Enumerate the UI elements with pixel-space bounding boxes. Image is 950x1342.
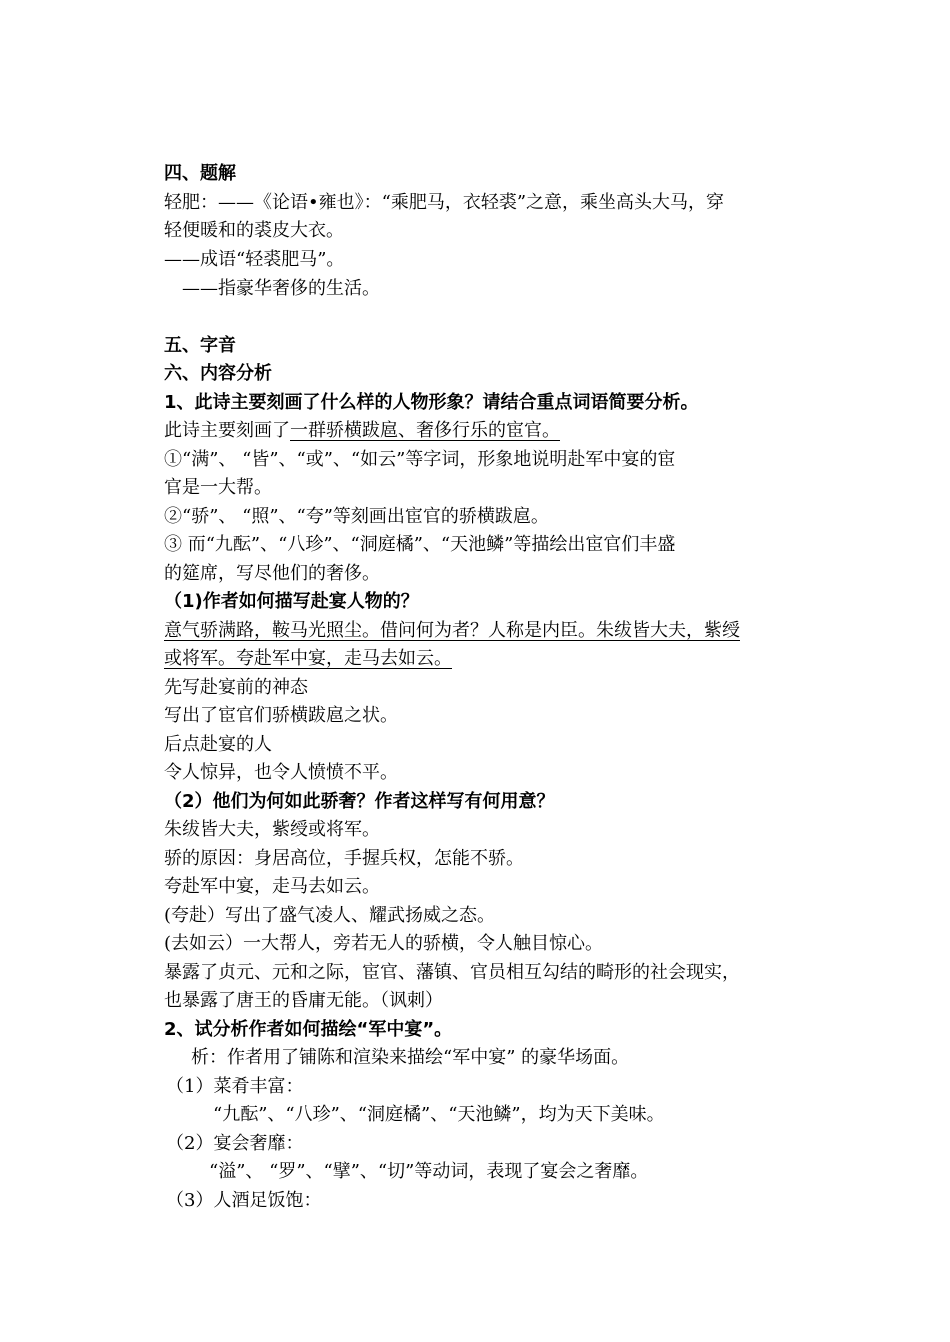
paragraph-line: 官是一大帮。 [164, 477, 272, 498]
heading-6-content-analysis: 六、内容分析 [164, 363, 272, 384]
paragraph-line: 骄的原因：身居高位，手握兵权，怎能不骄。 [164, 848, 524, 869]
paragraph-line: 也暴露了唐王的昏庸无能。（讽刺） [164, 990, 443, 1011]
paragraph-line: 轻肥：——《论语•雍也》：“乘肥马，衣轻裘”之意，乘坐高头大马，穿 [164, 192, 725, 213]
paragraph-line: ①“满”、 “皆”、“或”、“如云”等字词，形象地说明赴军中宴的宦 [164, 449, 676, 470]
paragraph-line: 先写赴宴前的神态 [164, 677, 308, 698]
sub-question-1: （1)作者如何描写赴宴人物的？ [164, 591, 419, 612]
paragraph-line: 的筵席，写尽他们的奢侈。 [164, 563, 380, 584]
paragraph-line: 轻便暖和的裘皮大衣。 [164, 220, 344, 241]
paragraph-line: （1）菜肴丰富： [166, 1076, 304, 1097]
paragraph-line: 后点赴宴的人 [164, 734, 272, 755]
paragraph-line: “溢”、 “罗”、“擘”、“切”等动词，表现了宴会之奢靡。 [209, 1161, 649, 1182]
poem-quote-line: 或将军。夸赴军中宴，走马去如云。 [164, 648, 452, 669]
paragraph-line: (夸赴）写出了盛气凌人、耀武扬威之态。 [164, 905, 496, 926]
heading-5-pronunciation: 五、字音 [164, 335, 236, 356]
paragraph-line: ③ 而“九酝”、“八珍”、“洞庭橘”、“天池鳞”等描绘出宦官们丰盛 [164, 534, 676, 555]
question-2: 2、试分析作者如何描绘“军中宴”。 [164, 1019, 453, 1040]
paragraph-line: 写出了宦官们骄横跋扈之状。 [164, 705, 398, 726]
paragraph-line: ②“骄”、 “照”、“夸”等刻画出宦官的骄横跋扈。 [164, 506, 549, 527]
sub-question-2: （2）他们为何如此骄奢？作者这样写有何用意？ [164, 791, 555, 812]
paragraph-line: 令人惊异，也令人愤愤不平。 [164, 762, 398, 783]
paragraph-line: 夸赴军中宴，走马去如云。 [164, 876, 380, 897]
poem-quote-line: 意气骄满路，鞍马光照尘。借问何为者？人称是内臣。朱绂皆大夫，紫绶 [164, 620, 740, 641]
paragraph-line: ——成语“轻裘肥马”。 [164, 249, 345, 270]
paragraph-line: (去如云）一大帮人，旁若无人的骄横，令人触目惊心。 [164, 933, 604, 954]
heading-4-title-explanation: 四、题解 [164, 163, 236, 184]
question-1: 1、此诗主要刻画了什么样的人物形象？请结合重点词语简要分析。 [164, 392, 699, 413]
paragraph-line: 暴露了贞元、元和之际，宦官、藩镇、官员相互勾结的畸形的社会现实， [164, 962, 740, 983]
answer-underlined: 一群骄横跋扈、奢侈行乐的宦官。 [290, 420, 560, 441]
paragraph-line: （3）人酒足饭饱： [166, 1190, 322, 1211]
answer-lead: 此诗主要刻画了 [164, 420, 290, 441]
paragraph-line: “九酝”、“八珍”、“洞庭橘”、“天池鳞”，均为天下美味。 [213, 1104, 665, 1125]
paragraph-line: ——指豪华奢侈的生活。 [182, 278, 380, 299]
paragraph-line: 朱绂皆大夫，紫绶或将军。 [164, 819, 380, 840]
answer-line [164, 419, 560, 443]
paragraph-line: 析：作者用了铺陈和渲染来描绘“军中宴” 的豪华场面。 [191, 1047, 630, 1068]
paragraph-line: （2）宴会奢靡： [166, 1133, 304, 1154]
